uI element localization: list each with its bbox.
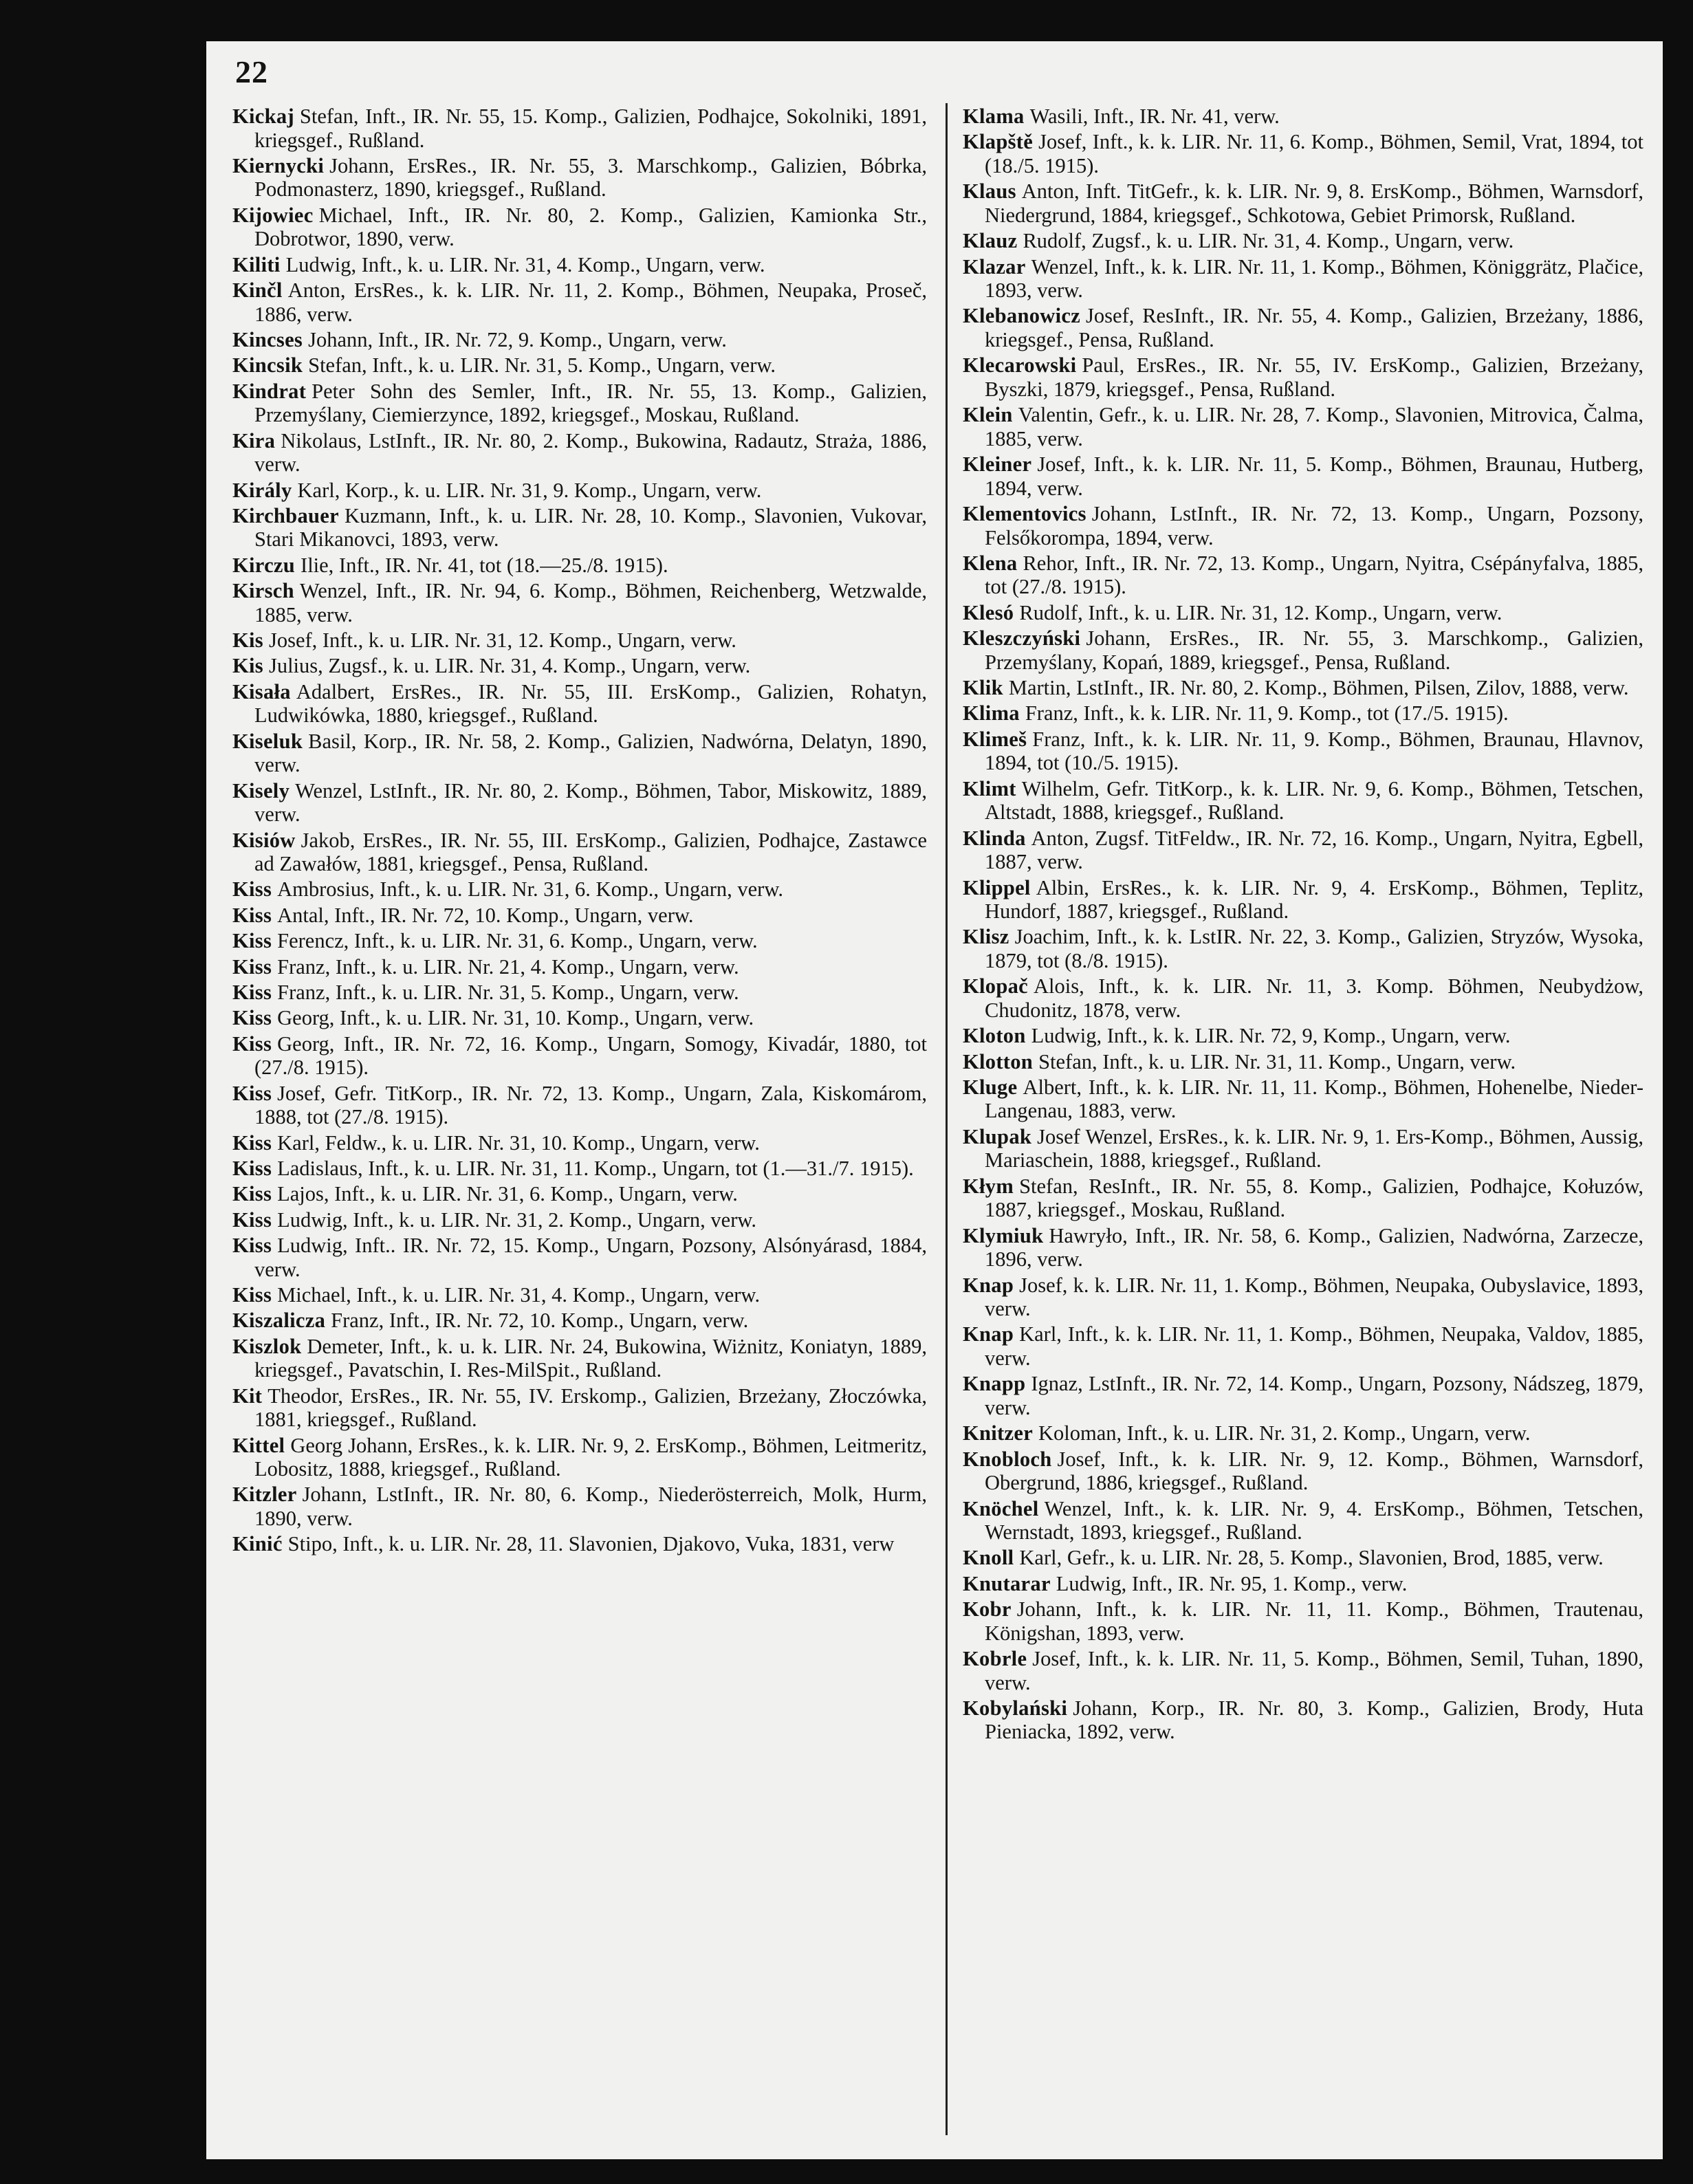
entry-surname: Kickaj xyxy=(232,105,294,128)
entry-surname: Kiss xyxy=(232,929,272,953)
entry-surname: Kirchbauer xyxy=(232,503,339,527)
entry-surname: Klena xyxy=(963,551,1018,575)
entry-details: Anton, Zugsf. TitFeldw., IR. Nr. 72, 16. Komp., Ungarn, Nyitra, Egbell, 1887, verw. xyxy=(985,826,1643,874)
document-page xyxy=(206,41,1663,2159)
list-item xyxy=(963,876,1643,924)
list-item xyxy=(232,1032,927,1080)
entry-details: Ambrosius, Inft., k. u. LIR. Nr. 31, 6. Komp., Ungarn, verw. xyxy=(277,877,784,902)
column-divider xyxy=(946,103,948,2135)
entry-surname: Klymiuk xyxy=(963,1223,1044,1247)
entry-surname: Kitzler xyxy=(232,1483,297,1507)
entry-surname: Klimeš xyxy=(963,727,1027,751)
entry-surname: Kleszczyński xyxy=(963,626,1081,651)
entry-surname: Kiss xyxy=(232,1081,272,1105)
entry-details: Albert, Inft., k. k. LIR. Nr. 11, 11. Komp., Böhmen, Hohenelbe, Nieder-Langenau, 1883, verw. xyxy=(985,1075,1643,1123)
entry-surname: Kiss xyxy=(232,1131,272,1155)
entry-details: Joachim, Inft., k. k. LstIR. Nr. 22, 3. Komp., Galizien, Stryzów, Wysoka, 1879, tot (8./8. 1915). xyxy=(985,925,1643,972)
entry-surname: Kis xyxy=(232,629,263,653)
entry-details: Stefan, Inft., k. u. LIR. Nr. 31, 5. Komp., Ungarn, verw. xyxy=(308,353,776,378)
entry-surname: Kiliti xyxy=(232,252,281,276)
list-item xyxy=(232,629,927,653)
entry-details: Josef, ResInft., IR. Nr. 55, 4. Komp., Galizien, Brzeżany, 1886, kriegsgef., Pensa, Rußland. xyxy=(985,304,1643,351)
list-item xyxy=(232,328,927,352)
entry-surname: Kiss xyxy=(232,980,272,1004)
list-item xyxy=(232,654,927,678)
entry-surname: Klementovics xyxy=(963,502,1086,526)
entry-surname: Klama xyxy=(963,105,1025,128)
list-item xyxy=(232,204,927,251)
entry-surname: Kiss xyxy=(232,903,272,927)
list-item xyxy=(232,779,927,827)
list-item xyxy=(963,1421,1643,1445)
entry-details: Alois, Inft., k. k. LIR. Nr. 11, 3. Komp. Böhmen, Neubydżow, Chudonitz, 1878, verw. xyxy=(985,974,1643,1022)
entry-details: Franz, Inft., k. u. LIR. Nr. 21, 4. Komp., Ungarn, verw. xyxy=(277,954,739,979)
entry-details: Franz, Inft., k. u. LIR. Nr. 31, 5. Komp., Ungarn, verw. xyxy=(277,980,739,1004)
entry-details: Stefan, Inft., k. u. LIR. Nr. 31, 11. Komp., Ungarn, verw. xyxy=(1038,1049,1516,1073)
entry-details: Michael, Inft., IR. Nr. 80, 2. Komp., Galizien, Kamionka Str., Dobrotwor, 1890, verw. xyxy=(254,203,927,251)
list-item xyxy=(232,1434,927,1481)
entry-details: Georg Johann, ErsRes., k. k. LIR. Nr. 9, 2. ErsKomp., Böhmen, Leitmeritz, Lobositz, 1888, kriegsgef., Rußland. xyxy=(254,1433,927,1481)
list-item xyxy=(232,904,927,928)
entry-details: Josef Wenzel, ErsRes., k. k. LIR. Nr. 9, 1. Ers-Komp., Böhmen, Aussig, Mariaschein, 1888, kriegsgef., Rußland. xyxy=(985,1124,1643,1172)
entry-surname: Király xyxy=(232,478,292,502)
left-column xyxy=(232,105,927,1558)
list-item xyxy=(232,1234,927,1281)
entry-surname: Kiss xyxy=(232,1156,272,1180)
list-item xyxy=(232,380,927,427)
entry-surname: Klesó xyxy=(963,600,1014,624)
entry-surname: Kis xyxy=(232,654,263,678)
right-column xyxy=(963,105,1643,1746)
list-item xyxy=(963,1546,1643,1570)
entry-details: Peter Sohn des Semler, Inft., IR. Nr. 55, 13. Komp., Galizien, Przemyślany, Ciemierzynce, 1892, kriegsgef., Moskau, Rußland. xyxy=(254,379,927,427)
list-item xyxy=(232,730,927,777)
list-item xyxy=(232,1208,927,1232)
entry-details: Jakob, ErsRes., IR. Nr. 55, III. ErsKomp., Galizien, Podhajce, Zastawce ad Zawałów, 1881, kriegsgef., Pensa, Rußland. xyxy=(254,828,927,876)
entry-surname: Kiss xyxy=(232,1283,272,1307)
entry-details: Ludwig, Inft., k. u. LIR. Nr. 31, 4. Komp., Ungarn, verw. xyxy=(285,252,765,276)
list-item xyxy=(232,105,927,152)
entry-surname: Kincsik xyxy=(232,353,303,378)
entry-surname: Knitzer xyxy=(963,1421,1034,1445)
entry-details: Franz, Inft., k. k. LIR. Nr. 11, 9. Komp., Böhmen, Braunau, Hlavnov, 1894, tot (10./5. 1915). xyxy=(985,727,1643,775)
entry-details: Johann, Inft., k. k. LIR. Nr. 11, 11. Komp., Böhmen, Trautenau, Königshan, 1893, verw. xyxy=(985,1597,1643,1645)
entry-surname: Knöchel xyxy=(963,1496,1039,1520)
entry-details: Georg, Inft., IR. Nr. 72, 16. Komp., Ungarn, Somogy, Kivadár, 1880, tot (27./8. 1915). xyxy=(254,1031,927,1080)
list-item xyxy=(232,1309,927,1333)
list-item xyxy=(963,229,1643,253)
entry-details: Johann, Korp., IR. Nr. 80, 3. Komp., Galizien, Brody, Huta Pieniacka, 1892, verw. xyxy=(985,1696,1643,1744)
entry-details: Paul, ErsRes., IR. Nr. 55, IV. ErsKomp., Galizien, Brzeżany, Byszki, 1879, kriegsgef., Pensa, Rußland. xyxy=(985,353,1643,401)
entry-details: Koloman, Inft., k. u. LIR. Nr. 31, 2. Komp., Ungarn, verw. xyxy=(1038,1421,1531,1445)
list-item xyxy=(963,601,1643,625)
entry-details: Ladislaus, Inft., k. u. LIR. Nr. 31, 11. Komp., Ungarn, tot (1.—31./7. 1915). xyxy=(277,1156,914,1180)
list-item xyxy=(963,1572,1643,1596)
list-item xyxy=(963,552,1643,599)
entry-surname: Kiss xyxy=(232,1208,272,1232)
list-item xyxy=(963,728,1643,775)
list-item xyxy=(963,1175,1643,1222)
entry-surname: Knutarar xyxy=(963,1571,1051,1595)
entry-details: Johann, ErsRes., IR. Nr. 55, 3. Marschkomp., Galizien, Przemyślany, Kopań, 1889, kriegsgef., Pensa, Rußland. xyxy=(985,626,1643,674)
entry-surname: Kiernycki xyxy=(232,153,325,177)
list-item xyxy=(232,429,927,477)
entry-details: Martin, LstInft., IR. Nr. 80, 2. Komp., Böhmen, Pilsen, Zilov, 1888, verw. xyxy=(1008,676,1629,700)
entry-surname: Klazar xyxy=(963,254,1026,279)
list-item xyxy=(232,154,927,201)
entry-surname: Klecarowski xyxy=(963,353,1077,378)
entry-surname: Kira xyxy=(232,428,276,452)
entry-details: Rehor, Inft., IR. Nr. 72, 13. Komp., Ungarn, Nyitra, Csépányfalva, 1885, tot (27./8. 1915). xyxy=(985,551,1643,599)
list-item xyxy=(963,626,1643,674)
entry-surname: Kiseluk xyxy=(232,729,303,753)
entry-details: Michael, Inft., k. u. LIR. Nr. 31, 4. Komp., Ungarn, verw. xyxy=(277,1283,761,1307)
list-item xyxy=(963,353,1643,401)
entry-details: Josef, Inft., k. k. LIR. Nr. 11, 5. Komp., Böhmen, Braunau, Hutberg, 1894, verw. xyxy=(985,452,1643,500)
entry-details: Ludwig, Inft., k. u. LIR. Nr. 31, 2. Komp., Ungarn, verw. xyxy=(277,1208,757,1232)
entry-details: Karl, Feldw., k. u. LIR. Nr. 31, 10. Komp., Ungarn, verw. xyxy=(277,1131,760,1155)
entry-details: Stipo, Inft., k. u. LIR. Nr. 28, 11. Slavonien, Djakovo, Vuka, 1831, verw xyxy=(287,1532,895,1556)
entry-surname: Kluge xyxy=(963,1075,1018,1099)
entry-details: Rudolf, Inft., k. u. LIR. Nr. 31, 12. Komp., Ungarn, verw. xyxy=(1019,600,1503,624)
entry-details: Adalbert, ErsRes., IR. Nr. 55, III. ErsKomp., Galizien, Rohatyn, Ludwikówka, 1880, kriegsgef., Rußland. xyxy=(254,679,927,728)
entry-details: Johann, ErsRes., IR. Nr. 55, 3. Marschkomp., Galizien, Bóbrka, Podmonasterz, 1890, kriegsgef., Rußland. xyxy=(254,153,927,201)
list-item xyxy=(963,1075,1643,1123)
entry-surname: Klopač xyxy=(963,974,1028,998)
entry-surname: Klauz xyxy=(963,229,1018,253)
entry-details: Josef, Inft., k. k. LIR. Nr. 9, 12. Komp., Böhmen, Warnsdorf, Obergrund, 1886, kriegsgef., Rußland. xyxy=(985,1447,1643,1495)
entry-details: Demeter, Inft., k. u. k. LIR. Nr. 24, Bukowina, Wiżnitz, Koniatyn, 1889, kriegsgef., Pavatschin, I. Res-MilSpit., Rußland. xyxy=(254,1334,927,1382)
list-item xyxy=(232,955,927,979)
list-item xyxy=(963,1372,1643,1419)
entry-details: Wenzel, Inft., IR. Nr. 94, 6. Komp., Böhmen, Reichenberg, Wetzwalde, 1885, verw. xyxy=(254,579,927,626)
entry-details: Antal, Inft., IR. Nr. 72, 10. Komp., Ungarn, verw. xyxy=(277,903,694,927)
list-item xyxy=(232,253,927,277)
list-item xyxy=(232,1131,927,1155)
entry-surname: Kittel xyxy=(232,1433,285,1457)
page-number: 22 xyxy=(235,54,268,89)
entry-details: Wenzel, Inft., k. k. LIR. Nr. 11, 1. Komp., Böhmen, Königgrätz, Plačice, 1893, verw. xyxy=(985,254,1643,303)
entry-details: Ilie, Inft., IR. Nr. 41, tot (18.—25./8. 1915). xyxy=(301,553,668,577)
entry-surname: Kindrat xyxy=(232,379,307,403)
entry-details: Anton, ErsRes., k. k. LIR. Nr. 11, 2. Komp., Böhmen, Neupaka, Proseč, 1886, verw. xyxy=(254,279,927,326)
list-item xyxy=(963,130,1643,177)
entry-surname: Kobrle xyxy=(963,1647,1027,1671)
entry-details: Valentin, Gefr., k. u. LIR. Nr. 28, 7. Komp., Slavonien, Mitrovica, Čalma, 1885, verw. xyxy=(985,403,1643,450)
entry-details: Anton, Inft. TitGefr., k. k. LIR. Nr. 9, 8. ErsKomp., Böhmen, Warnsdorf, Niedergrund, 1884, kriegsgef., Schkotowa, Gebiet Primorsk, Rußland. xyxy=(985,179,1643,227)
entry-surname: Klotton xyxy=(963,1049,1034,1073)
list-item xyxy=(963,1050,1643,1074)
entry-details: Kuzmann, Inft., k. u. LIR. Nr. 28, 10. Komp., Slavonien, Vukovar, Stari Mikanovci, 1893, verw. xyxy=(254,503,927,552)
entry-surname: Kłym xyxy=(963,1174,1014,1198)
entry-surname: Klein xyxy=(963,403,1013,427)
list-item xyxy=(232,1532,927,1556)
list-item xyxy=(232,929,927,953)
entry-surname: Kit xyxy=(232,1384,263,1408)
list-item xyxy=(232,479,927,503)
entry-details: Josef, k. k. LIR. Nr. 11, 1. Komp., Böhmen, Neupaka, Oubyslavice, 1893, verw. xyxy=(985,1273,1643,1321)
entry-details: Ludwig, Inft.. IR. Nr. 72, 15. Komp., Ungarn, Pozsony, Alsónyárasd, 1884, verw. xyxy=(254,1234,927,1281)
list-item xyxy=(963,304,1643,351)
entry-details: Johann, Inft., IR. Nr. 72, 9. Komp., Ungarn, verw. xyxy=(308,327,727,351)
list-item xyxy=(963,179,1643,227)
list-item xyxy=(963,1322,1643,1370)
entry-details: Josef, Inft., k. u. LIR. Nr. 31, 12. Komp., Ungarn, verw. xyxy=(268,629,736,653)
list-item xyxy=(963,502,1643,549)
entry-details: Karl, Inft., k. k. LIR. Nr. 11, 1. Komp., Böhmen, Neupaka, Valdov, 1885, verw. xyxy=(985,1322,1643,1370)
list-item xyxy=(963,1497,1643,1544)
entry-surname: Klupak xyxy=(963,1124,1032,1148)
entry-details: Stefan, Inft., IR. Nr. 55, 15. Komp., Galizien, Podhajce, Sokolniki, 1891, kriegsgef., Rußland. xyxy=(254,105,927,152)
entry-details: Lajos, Inft., k. u. LIR. Nr. 31, 6. Komp., Ungarn, verw. xyxy=(277,1182,738,1206)
entry-details: Wasili, Inft., IR. Nr. 41, verw. xyxy=(1029,105,1280,128)
entry-surname: Knap xyxy=(963,1273,1014,1297)
entry-details: Stefan, ResInft., IR. Nr. 55, 8. Komp., Galizien, Podhajce, Kołuzów, 1887, kriegsgef., Moskau, Rußland. xyxy=(985,1174,1643,1222)
list-item xyxy=(232,1006,927,1030)
list-item xyxy=(963,1448,1643,1495)
entry-details: Johann, LstInft., IR. Nr. 72, 13. Komp., Ungarn, Pozsony, Felsőkorompa, 1894, verw. xyxy=(985,502,1643,549)
list-item xyxy=(232,1082,927,1129)
entry-details: Julius, Zugsf., k. u. LIR. Nr. 31, 4. Komp., Ungarn, verw. xyxy=(268,654,751,678)
entry-surname: Kloton xyxy=(963,1024,1026,1048)
list-item xyxy=(963,1647,1643,1694)
list-item xyxy=(232,680,927,728)
list-item xyxy=(232,579,927,626)
entry-details: Josef, Inft., k. k. LIR. Nr. 11, 6. Komp., Böhmen, Semil, Vrat, 1894, tot (18./5. 1915). xyxy=(985,130,1643,177)
entry-surname: Kiss xyxy=(232,1234,272,1258)
entry-surname: Kleiner xyxy=(963,452,1032,477)
entry-surname: Kisiów xyxy=(232,828,296,852)
list-item xyxy=(963,676,1643,700)
list-item xyxy=(963,827,1643,874)
entry-details: Ludwig, Inft., k. k. LIR. Nr. 72, 9, Komp., Ungarn, verw. xyxy=(1031,1024,1511,1048)
entry-surname: Kijowiec xyxy=(232,203,314,227)
entry-surname: Klebanowicz xyxy=(963,304,1081,328)
list-item xyxy=(963,255,1643,303)
list-item xyxy=(232,981,927,1005)
entry-surname: Kirsch xyxy=(232,579,294,603)
entry-surname: Klapště xyxy=(963,130,1034,154)
entry-surname: Knap xyxy=(963,1322,1014,1346)
entry-surname: Kiss xyxy=(232,877,272,902)
entry-details: Wenzel, Inft., k. k. LIR. Nr. 9, 4. ErsKomp., Böhmen, Tetschen, Wernstadt, 1893, kriegsgef., Rußland. xyxy=(985,1496,1643,1544)
entry-details: Georg, Inft., k. u. LIR. Nr. 31, 10. Komp., Ungarn, verw. xyxy=(277,1006,754,1030)
list-item xyxy=(232,554,927,578)
entry-details: Franz, Inft., IR. Nr. 72, 10. Komp., Ungarn, verw. xyxy=(331,1309,749,1333)
entry-details: Wilhelm, Gefr. TitKorp., k. k. LIR. Nr. 9, 6. Komp., Böhmen, Tetschen, Altstadt, 1888, kriegsgef., Rußland. xyxy=(985,776,1643,825)
list-item xyxy=(963,701,1643,725)
entry-details: Rudolf, Zugsf., k. u. LIR. Nr. 31, 4. Komp., Ungarn, verw. xyxy=(1023,229,1514,253)
entry-details: Wenzel, LstInft., IR. Nr. 80, 2. Komp., Böhmen, Tabor, Miskowitz, 1889, verw. xyxy=(254,778,927,827)
entry-surname: Klaus xyxy=(963,179,1016,204)
list-item xyxy=(963,1274,1643,1321)
list-item xyxy=(963,925,1643,972)
entry-surname: Kiszalicza xyxy=(232,1309,326,1333)
entry-surname: Kinčl xyxy=(232,279,283,303)
entry-surname: Kiss xyxy=(232,1031,272,1056)
list-item xyxy=(232,1283,927,1307)
entry-details: Albin, ErsRes., k. k. LIR. Nr. 9, 4. ErsKomp., Böhmen, Teplitz, Hundorf, 1887, kriegsgef., Rußland. xyxy=(985,875,1643,924)
entry-surname: Klisz xyxy=(963,925,1009,949)
entry-surname: Klimt xyxy=(963,776,1016,800)
entry-surname: Klippel xyxy=(963,875,1031,899)
entry-details: Theodor, ErsRes., IR. Nr. 55, IV. Erskomp., Galizien, Brzeżany, Złoczówka, 1881, kriegsgef., Rußland. xyxy=(254,1384,927,1432)
list-item xyxy=(963,452,1643,500)
entry-surname: Kinić xyxy=(232,1532,283,1556)
entry-surname: Knobloch xyxy=(963,1447,1052,1471)
list-item xyxy=(232,1157,927,1181)
list-item xyxy=(963,1696,1643,1744)
entry-details: Ignaz, LstInft., IR. Nr. 72, 14. Komp., Ungarn, Pozsony, Nádszeg, 1879, verw. xyxy=(985,1372,1643,1419)
list-item xyxy=(963,1024,1643,1048)
entry-details: Basil, Korp., IR. Nr. 58, 2. Komp., Galizien, Nadwórna, Delatyn, 1890, verw. xyxy=(254,729,927,777)
entry-surname: Kobylański xyxy=(963,1696,1068,1720)
list-item xyxy=(963,1224,1643,1271)
list-item xyxy=(232,1182,927,1206)
list-item xyxy=(232,829,927,876)
entry-surname: Kiss xyxy=(232,1006,272,1030)
entry-details: Johann, LstInft., IR. Nr. 80, 6. Komp., Niederösterreich, Molk, Hurm, 1890, verw. xyxy=(254,1483,927,1530)
entry-details: Josef, Inft., k. k. LIR. Nr. 11, 5. Komp., Böhmen, Semil, Tuhan, 1890, verw. xyxy=(985,1647,1643,1694)
list-item xyxy=(232,1483,927,1530)
list-item xyxy=(963,974,1643,1022)
entry-surname: Kiszlok xyxy=(232,1334,302,1358)
list-item xyxy=(232,1384,927,1432)
list-item xyxy=(963,1125,1643,1172)
entry-details: Ferencz, Inft., k. u. LIR. Nr. 31, 6. Komp., Ungarn, verw. xyxy=(277,929,758,953)
list-item xyxy=(232,353,927,378)
entry-surname: Kincses xyxy=(232,327,303,351)
entry-details: Nikolaus, LstInft., IR. Nr. 80, 2. Komp., Bukowina, Radautz, Straża, 1886, verw. xyxy=(254,428,927,477)
entry-surname: Kobr xyxy=(963,1597,1012,1621)
entry-surname: Kisała xyxy=(232,679,291,703)
list-item xyxy=(232,504,927,552)
entry-surname: Kirczu xyxy=(232,553,296,577)
entry-details: Karl, Gefr., k. u. LIR. Nr. 28, 5. Komp., Slavonien, Brod, 1885, verw. xyxy=(1019,1546,1604,1570)
list-item xyxy=(232,279,927,326)
entry-surname: Kisely xyxy=(232,778,290,802)
entry-surname: Klinda xyxy=(963,826,1026,850)
entry-surname: Klima xyxy=(963,701,1020,725)
list-item xyxy=(232,1335,927,1382)
entry-surname: Knapp xyxy=(963,1372,1026,1396)
entry-details: Hawryło, Inft., IR. Nr. 58, 6. Komp., Galizien, Nadwórna, Zarzecze, 1896, verw. xyxy=(985,1223,1643,1271)
entry-surname: Kiss xyxy=(232,954,272,979)
entry-surname: Knoll xyxy=(963,1546,1014,1570)
list-item xyxy=(963,105,1643,129)
entry-details: Ludwig, Inft., IR. Nr. 95, 1. Komp., verw. xyxy=(1056,1571,1408,1595)
list-item xyxy=(963,403,1643,450)
entry-details: Karl, Korp., k. u. LIR. Nr. 31, 9. Komp., Ungarn, verw. xyxy=(297,478,762,502)
list-item xyxy=(963,1597,1643,1645)
entry-surname: Kiss xyxy=(232,1182,272,1206)
entry-details: Josef, Gefr. TitKorp., IR. Nr. 72, 13. Komp., Ungarn, Zala, Kiskomárom, 1888, tot (27./8. 1915). xyxy=(254,1081,927,1129)
list-item xyxy=(963,777,1643,825)
entry-details: Franz, Inft., k. k. LIR. Nr. 11, 9. Komp., tot (17./5. 1915). xyxy=(1025,701,1509,725)
list-item xyxy=(232,877,927,902)
entry-surname: Klik xyxy=(963,676,1003,700)
